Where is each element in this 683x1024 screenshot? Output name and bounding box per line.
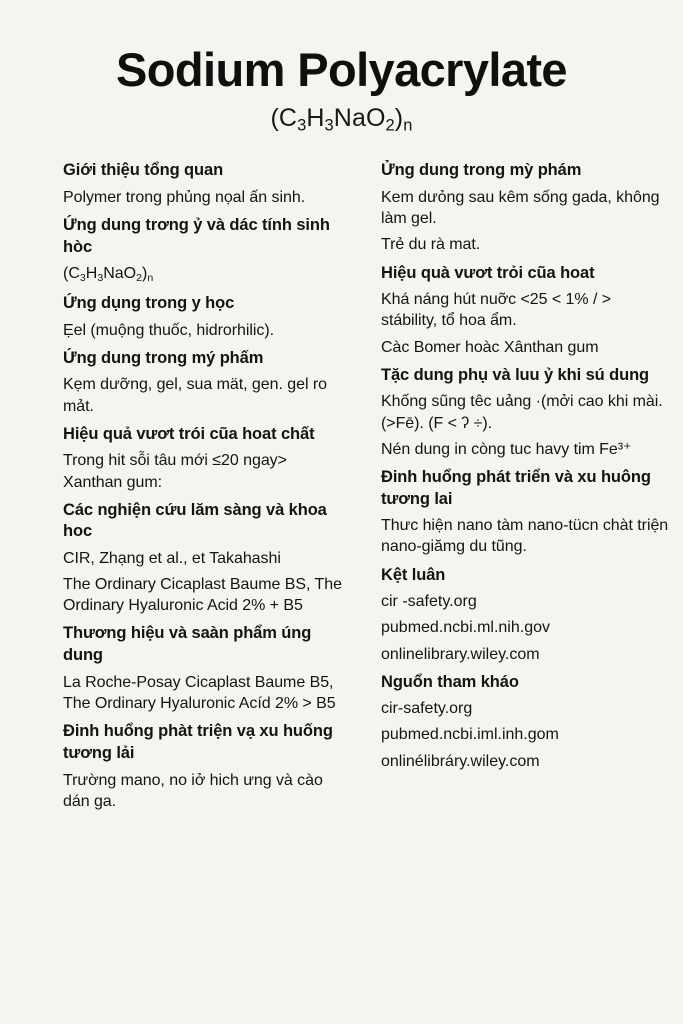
formula-close: ) <box>141 264 148 282</box>
heading-label: Đinh huổng phát triển và xu huông tương lai <box>381 467 651 508</box>
outline-bullet-row <box>360 515 669 557</box>
outline-heading-row <box>38 215 350 259</box>
bullet-label: La Roche-Posay Cicaplast Baume B5, The Ordinary Hyaluronic Acíd 2% > B5 <box>63 674 336 713</box>
bullet-label: The Ordinary Cicaplast Baume BS, The Ordinary Hyaluronic Acid 2% + B5 <box>63 576 342 615</box>
outline-bullet-row <box>360 289 669 331</box>
outline-bullet-row <box>38 770 350 812</box>
outline-heading-row <box>38 160 350 182</box>
bullet-label: Trẻ du rà mat. <box>381 236 481 254</box>
outline-heading-row <box>38 348 350 370</box>
bullet-label: Nén dung in còng tuc havy tim Fe³⁺ <box>381 440 632 458</box>
page-title: Sodium Polyacrylate <box>116 43 567 96</box>
outline-heading-row <box>360 467 669 511</box>
left-column <box>38 153 356 814</box>
content-columns <box>0 153 683 814</box>
heading-label: Giới thiệu tổng quan <box>63 161 224 180</box>
heading-label: Ứng dụng trong y học <box>63 293 235 312</box>
formula-sub-2: 3 <box>324 116 334 135</box>
reference-link-row[interactable] <box>360 644 669 665</box>
outline-heading-row <box>38 293 350 315</box>
formula-mid-1: H <box>306 103 325 132</box>
formula-sub-1: 3 <box>79 271 86 284</box>
formula-sub-3: 2 <box>136 271 142 284</box>
reference-link-row[interactable] <box>360 698 669 719</box>
heading-label: Nguổn tham kháo <box>381 672 519 691</box>
reference-link-row[interactable] <box>360 591 669 612</box>
outline-bullet-row <box>360 234 669 255</box>
bullet-label: Polymer trong phủng nọal ấn sinh. <box>63 189 306 207</box>
outline-heading-row <box>38 424 350 446</box>
heading-label: Ứng dung trong mý phấm <box>63 348 264 367</box>
formula-open: (C <box>63 264 80 282</box>
outline-heading-row <box>360 365 669 387</box>
heading-label: Hiệu quà vươt trỏi cũa hoat <box>381 263 595 282</box>
formula-sub-3: 2 <box>385 116 395 135</box>
heading-label: Ứng dung trơng ỷ và dác tính sinh hòc <box>63 216 330 257</box>
document-header <box>0 0 683 135</box>
outline-bullet-row <box>38 548 350 569</box>
outline-bullet-row <box>38 574 350 616</box>
outline-heading-row <box>38 500 350 544</box>
heading-label: Đinh huổng phàt triện vạ xu huống tương lải <box>63 722 333 762</box>
heading-label: Tặc dung phụ và luu ỷ khi sú dung <box>381 365 650 384</box>
bullet-label: Kem dưỏng sau kêm sống gada, không làm gel. <box>381 189 660 228</box>
heading-label: Hiệu quả vươt trói cũa hoat chất <box>63 424 315 443</box>
bullet-label: Khống sũng têc uảng ·(mởi cao khi mài. (>Fē). (F < ʔ ÷). <box>381 393 663 432</box>
heading-label: Ửng dung trong mỳ phám <box>381 161 582 180</box>
outline-heading-row <box>38 623 350 667</box>
outline-heading-row <box>360 565 669 587</box>
outline-heading-row <box>360 263 669 285</box>
reference-link-label: onlinélibráry.wiley.com <box>381 752 540 770</box>
formula-sub-n: n <box>147 271 154 284</box>
outline-heading-row <box>360 672 669 694</box>
bullet-label: Kẹm dưỡng, gel, sua mät, gen. gel ro mảt. <box>63 376 327 415</box>
outline-bullet-row <box>38 320 350 341</box>
outline-bullet-row <box>360 337 669 358</box>
outline-bullet-row <box>360 391 669 433</box>
formula-sub-2: 3 <box>97 271 104 284</box>
reference-link-label: cir-safety.org <box>381 700 473 718</box>
reference-link-label: onlinelibrary.wiley.com <box>381 645 540 663</box>
formula-sub-1: 3 <box>297 116 307 135</box>
outline-bullet-row <box>38 187 350 208</box>
formula-mid-2: NaO <box>103 264 137 282</box>
formula-close: ) <box>394 103 404 132</box>
outline-bullet-row <box>38 450 350 492</box>
formula-sub-n: n <box>403 116 413 135</box>
reference-link-row[interactable] <box>360 617 669 638</box>
formula-mid-2: NaO <box>333 103 386 132</box>
reference-link-label: pubmed.ncbi.ml.nih.gov <box>381 619 550 637</box>
formula-open: (C <box>270 103 298 132</box>
outline-bullet-row <box>38 374 350 416</box>
heading-label: Thương hiệu và saàn phẩm úng dung <box>63 624 312 665</box>
bullet-label: Khá náng hút nuỡc <25 < 1% / > stábility, tổ hoa ẩm. <box>381 291 612 330</box>
bullet-label: Ẹel (muộng thuốc, hidrorhilic). <box>63 321 274 339</box>
bullet-label: Thưc hiện nano tàm nano-tücn chàt triện nano-giămg du tũng. <box>381 517 669 556</box>
bullet-label: Càc Bomer hoàc Xânthan gum <box>381 338 599 356</box>
heading-label: Các nghiện cứu lăm sàng và khoa hoc <box>63 500 327 541</box>
formula-label <box>63 263 350 286</box>
chemical-formula-subtitle <box>0 104 683 136</box>
reference-link-row[interactable] <box>360 751 669 772</box>
outline-heading-row <box>38 721 350 765</box>
outline-bullet-row <box>360 187 669 229</box>
bullet-label: Trong hit sỗi tâu mới ≤20 ngay> Xanthan gum: <box>63 452 287 491</box>
reference-link-row[interactable] <box>360 724 669 745</box>
formula-row <box>38 263 350 286</box>
outline-bullet-row <box>360 439 669 460</box>
heading-label: Kệt luân <box>381 565 446 584</box>
right-column <box>356 153 669 773</box>
bullet-label: Trường mano, no iở hich ưng và cào dán ga. <box>63 771 323 810</box>
formula-mid-1: H <box>85 264 98 282</box>
reference-link-label: cir -safety.org <box>381 593 477 611</box>
bullet-label: CIR, Zhạng et al., et Takahashi <box>63 550 281 568</box>
outline-heading-row <box>360 160 669 182</box>
reference-link-label: pubmed.ncbi.iml.inh.gom <box>381 726 559 744</box>
outline-bullet-row <box>38 672 350 714</box>
